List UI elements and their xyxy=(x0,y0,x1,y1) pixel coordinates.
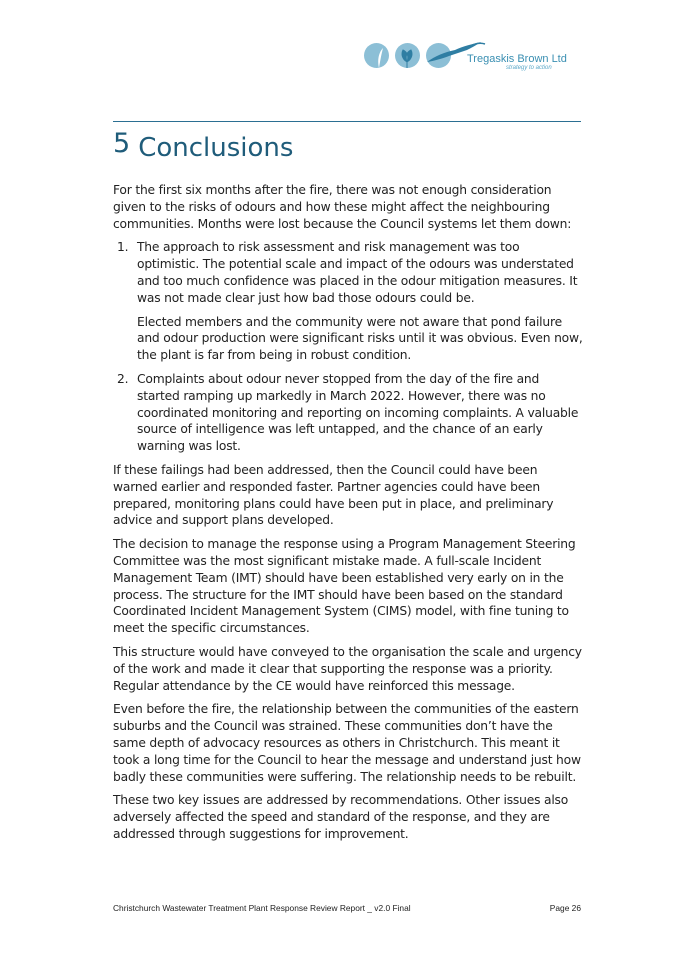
findings-list xyxy=(113,239,585,455)
heading-rule xyxy=(113,121,581,122)
list-number: 2. xyxy=(117,371,129,386)
document-body xyxy=(113,182,585,850)
list-number: 1. xyxy=(117,240,129,255)
list-paragraph: The approach to risk assessment and risk management was too optimistic. The potential scale and impact of the odours was understated and too much confidence was placed in the odour mitigation measures. It was not made clear just how bad those odours could be. xyxy=(137,240,578,305)
body-paragraph: These two key issues are addressed by recommendations. Other issues also adversely affected the speed and standard of the response, and they are addressed through suggestions for improvement. xyxy=(113,793,569,841)
body-paragraph: Even before the fire, the relationship between the communities of the eastern suburbs and the Council was strained. These communities don’t have the same depth of advocacy resources as others in Christchurch. This meant it took a long time for the Council to hear the message and understand just how badly these communities were suffering. The relationship needs to be rebuilt. xyxy=(113,702,581,784)
list-item xyxy=(113,239,585,364)
footer-document-title: Christchurch Wastewater Treatment Plant Response Review Report _ v2.0 Final xyxy=(113,903,411,913)
company-logo xyxy=(363,38,583,76)
list-paragraph: Complaints about odour never stopped from the day of the fire and started ramping up markedly in March 2022. However, there was no coordinated monitoring and reporting on incoming complaints. A valuable source of intelligence was left untapped, and the chance of an early warning was lost. xyxy=(137,371,579,454)
body-paragraph: This structure would have conveyed to the organisation the scale and urgency of the work and made it clear that supporting the response was a priority. Regular attendance by the CE would have reinforced this message. xyxy=(113,644,582,693)
page-number: Page 26 xyxy=(549,903,581,913)
section-number: 5 xyxy=(113,128,131,159)
logo-name: Tregaskis Brown Ltd xyxy=(467,53,567,65)
body-paragraph: If these failings had been addressed, then the Council could have been warned earlier and responded faster. Partner agencies could have been prepared, monitoring plans could have been put in place, and preliminary advice and support plans developed. xyxy=(113,462,554,528)
intro-paragraph: For the first six months after the fire, there was not enough consideration given to the risks of odours and how these might affect the neighbouring communities. Months were lost because the Council systems let them down: xyxy=(113,183,572,231)
page-footer xyxy=(113,903,581,913)
section-title: Conclusions xyxy=(138,133,294,163)
body-paragraph: The decision to manage the response using a Program Management Steering Committee was the most significant mistake made. A full-scale Incident Management Team (IMT) should have been established very early on in the process. The structure for the IMT should have been based on the standard Coordinated Incident Management System (CIMS) model, with fine tuning to meet the specific circumstances. xyxy=(113,537,576,636)
section-heading xyxy=(113,128,294,163)
list-paragraph: Elected members and the community were not aware that pond failure and odour production were significant risks until it was obvious. Even now, the plant is far from being in robust condition. xyxy=(137,314,583,363)
logo-tagline: strategy to action xyxy=(506,65,552,71)
list-item xyxy=(113,371,585,455)
